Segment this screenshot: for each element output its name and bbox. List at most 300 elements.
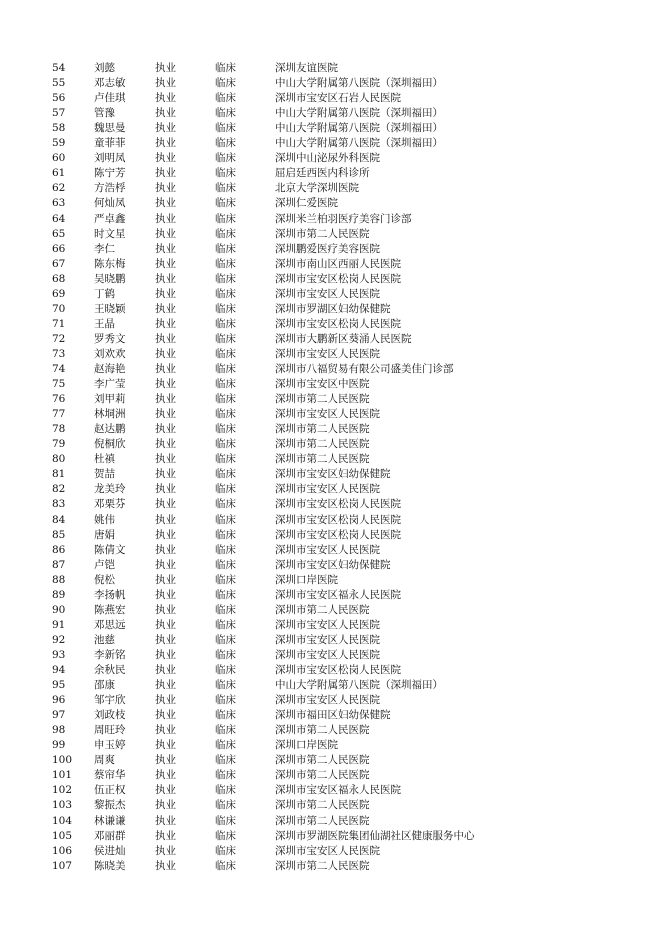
practice-category: 临床 [215,122,236,135]
institution-name: 深圳市宝安区人民医院 [275,694,380,707]
person-name: 陈倩文 [94,543,126,556]
person-name: 陈东梅 [94,257,126,270]
person-name: 刘政枝 [94,709,126,722]
table-row [0,422,662,437]
row-number: 80 [52,453,66,466]
practice-category: 临床 [215,814,236,827]
table-row [0,497,662,512]
practice-category: 临床 [215,498,236,511]
person-name: 赵达鹏 [94,423,126,436]
row-number: 70 [52,302,66,315]
person-name: 李扬帆 [94,588,126,601]
license-type: 执业 [155,754,176,767]
row-number: 69 [52,287,66,300]
table-row [0,377,662,392]
license-type: 执业 [155,573,176,586]
person-name: 陈晓美 [94,859,126,872]
institution-name: 深圳市第二人民医院 [275,393,370,406]
institution-name: 中山大学附属第八医院（深圳福田） [275,122,443,135]
row-number: 60 [52,152,66,165]
practice-category: 临床 [215,92,236,105]
practice-category: 临床 [215,784,236,797]
practice-category: 临床 [215,393,236,406]
practice-category: 临床 [215,648,236,661]
row-number: 58 [52,122,66,135]
table-row [0,798,662,813]
row-number: 56 [52,92,66,105]
practice-category: 临床 [215,167,236,180]
row-number: 71 [52,317,66,330]
institution-name: 深圳市第二人民医院 [275,227,370,240]
person-name: 贺喆 [94,468,115,481]
row-number: 85 [52,528,66,541]
person-name: 王晶 [94,317,115,330]
institution-name: 深圳仁爱医院 [275,197,338,210]
row-number: 78 [52,423,66,436]
table-row [0,618,662,633]
institution-name: 深圳市福田区妇幼保健院 [275,709,391,722]
practice-category: 临床 [215,152,236,165]
table-row [0,558,662,573]
institution-name: 深圳市第二人民医院 [275,859,370,872]
license-type: 执业 [155,709,176,722]
practice-category: 临床 [215,844,236,857]
license-type: 执业 [155,618,176,631]
row-number: 59 [52,137,66,150]
practice-category: 临床 [215,528,236,541]
license-type: 执业 [155,558,176,571]
license-type: 执业 [155,92,176,105]
table-row [0,212,662,227]
table-row [0,543,662,558]
practice-category: 临床 [215,513,236,526]
institution-name: 深圳鹏爱医疗美容医院 [275,242,380,255]
license-type: 执业 [155,633,176,646]
institution-name: 深圳市第二人民医院 [275,799,370,812]
row-number: 54 [52,62,66,74]
practice-category: 临床 [215,573,236,586]
person-name: 方浩桴 [94,182,126,195]
institution-name: 中山大学附属第八医院（深圳福田） [275,137,443,150]
institution-name: 深圳市宝安区松岗人民医院 [275,498,401,511]
institution-name: 深圳市第二人民医院 [275,724,370,737]
table-row [0,633,662,648]
license-type: 执业 [155,212,176,225]
row-number: 104 [52,814,73,827]
person-name: 严卓鑫 [94,212,126,225]
row-number: 87 [52,558,66,571]
row-number: 98 [52,724,66,737]
table-row [0,482,662,497]
person-name: 魏思曼 [94,122,126,135]
institution-name: 深圳市宝安区人民医院 [275,633,380,646]
institution-name: 深圳市宝安区松岗人民医院 [275,272,401,285]
practice-category: 临床 [215,423,236,436]
table-row [0,603,662,618]
table-row [0,347,662,362]
person-name: 姚伟 [94,513,115,526]
table-row [0,528,662,543]
license-type: 执业 [155,859,176,872]
table-row [0,693,662,708]
license-type: 执业 [155,332,176,345]
practice-category: 临床 [215,754,236,767]
license-type: 执业 [155,182,176,195]
row-number: 77 [52,408,66,421]
row-number: 106 [52,844,73,857]
practice-category: 临床 [215,332,236,345]
practice-category: 临床 [215,363,236,375]
institution-name: 深圳市第二人民医院 [275,438,370,451]
license-type: 执业 [155,122,176,135]
practice-category: 临床 [215,618,236,631]
person-name: 何灿凤 [94,197,126,210]
row-number: 62 [52,182,66,195]
practice-category: 临床 [215,347,236,360]
person-name: 赵海艳 [94,363,126,375]
license-type: 执业 [155,347,176,360]
institution-name: 深圳市宝安区妇幼保健院 [275,558,391,571]
license-type: 执业 [155,152,176,165]
person-name: 周旺玲 [94,724,126,737]
person-name: 刘明凤 [94,152,126,165]
license-type: 执业 [155,167,176,180]
person-name: 刘懿 [94,62,115,74]
person-name: 李仁 [94,242,115,255]
person-name: 黎振杰 [94,799,126,812]
institution-name: 深圳市宝安区福永人民医院 [275,588,401,601]
license-type: 执业 [155,423,176,436]
person-name: 申玉婷 [94,739,126,752]
license-type: 执业 [155,483,176,496]
practice-category: 临床 [215,408,236,421]
institution-name: 深圳市宝安区人民医院 [275,648,380,661]
person-name: 倪松 [94,573,115,586]
practice-category: 临床 [215,679,236,692]
license-type: 执业 [155,438,176,451]
table-row [0,859,662,874]
institution-name: 深圳市宝安区人民医院 [275,287,380,300]
practice-category: 临床 [215,724,236,737]
institution-name: 深圳市第二人民医院 [275,754,370,767]
table-row [0,166,662,181]
table-row [0,678,662,693]
practice-category: 临床 [215,588,236,601]
practice-category: 临床 [215,438,236,451]
practice-category: 临床 [215,317,236,330]
institution-name: 深圳市宝安区中医院 [275,378,370,391]
license-type: 执业 [155,543,176,556]
person-name: 管豫 [94,107,115,120]
license-type: 执业 [155,393,176,406]
row-number: 68 [52,272,66,285]
practice-category: 临床 [215,77,236,90]
row-number: 102 [52,784,73,797]
license-type: 执业 [155,648,176,661]
person-name: 李新铭 [94,648,126,661]
practice-category: 临床 [215,633,236,646]
table-row [0,723,662,738]
table-row [0,588,662,603]
institution-name: 深圳市第二人民医院 [275,769,370,782]
license-type: 执业 [155,513,176,526]
license-type: 执业 [155,468,176,481]
practice-category: 临床 [215,468,236,481]
row-number: 95 [52,679,66,692]
practice-category: 临床 [215,558,236,571]
row-number: 57 [52,107,66,120]
person-name: 吴晓鹏 [94,272,126,285]
table-row [0,392,662,407]
license-type: 执业 [155,694,176,707]
row-number: 91 [52,618,66,631]
institution-name: 深圳市宝安区妇幼保健院 [275,468,391,481]
institution-name: 深圳市宝安区人民医院 [275,408,380,421]
row-number: 90 [52,603,66,616]
license-type: 执业 [155,528,176,541]
row-number: 75 [52,378,66,391]
person-name: 李广莹 [94,378,126,391]
license-type: 执业 [155,799,176,812]
table-row [0,753,662,768]
table-row [0,181,662,196]
row-number: 97 [52,709,66,722]
license-type: 执业 [155,242,176,255]
person-name: 杜禛 [94,453,115,466]
row-number: 88 [52,573,66,586]
license-type: 执业 [155,378,176,391]
license-type: 执业 [155,829,176,842]
license-type: 执业 [155,137,176,150]
person-name: 邹宇欣 [94,694,126,707]
table-row [0,844,662,859]
practice-category: 临床 [215,739,236,752]
practice-category: 临床 [215,709,236,722]
institution-name: 深圳市宝安区人民医院 [275,543,380,556]
row-number: 96 [52,694,66,707]
license-type: 执业 [155,724,176,737]
row-number: 83 [52,498,66,511]
row-number: 79 [52,438,66,451]
row-number: 99 [52,739,66,752]
license-type: 执业 [155,77,176,90]
table-row [0,106,662,121]
institution-name: 深圳市第二人民医院 [275,453,370,466]
practice-category: 临床 [215,212,236,225]
practice-category: 临床 [215,287,236,300]
row-number: 93 [52,648,66,661]
person-name: 龙美玲 [94,483,126,496]
row-number: 100 [52,754,73,767]
institution-name: 屈启廷西医内科诊所 [275,167,370,180]
practice-category: 临床 [215,664,236,676]
person-name: 邵康 [94,679,115,692]
institution-name: 中山大学附属第八医院（深圳福田） [275,679,443,692]
table-row [0,437,662,452]
person-name: 丁鹤 [94,287,115,300]
license-type: 执业 [155,498,176,511]
row-number: 103 [52,799,73,812]
row-number: 76 [52,393,66,406]
table-row [0,467,662,482]
practice-category: 临床 [215,272,236,285]
person-name: 侯进灿 [94,844,126,857]
license-type: 执业 [155,603,176,616]
practice-category: 临床 [215,182,236,195]
person-name: 时文星 [94,227,126,240]
person-name: 林垌洲 [94,408,126,421]
license-type: 执业 [155,588,176,601]
license-type: 执业 [155,197,176,210]
license-type: 执业 [155,287,176,300]
table-row [0,663,662,678]
row-number: 89 [52,588,66,601]
person-name: 童菲菲 [94,137,126,150]
row-number: 63 [52,197,66,210]
license-type: 执业 [155,317,176,330]
row-number: 61 [52,167,66,180]
practice-category: 临床 [215,227,236,240]
institution-name: 深圳市第二人民医院 [275,423,370,436]
row-number: 101 [52,769,73,782]
person-name: 伍正权 [94,784,126,797]
row-number: 72 [52,332,66,345]
institution-name: 深圳友谊医院 [275,62,338,74]
person-name: 王晓颖 [94,302,126,315]
table-row [0,257,662,272]
license-type: 执业 [155,107,176,120]
person-name: 陈宁芳 [94,167,126,180]
practice-category: 临床 [215,543,236,556]
table-row [0,829,662,844]
table-row [0,91,662,106]
license-type: 执业 [155,664,176,676]
person-name: 余秋民 [94,664,126,676]
institution-name: 深圳市宝安区人民医院 [275,483,380,496]
institution-name: 深圳市八福贸易有限公司盛美佳门诊部 [275,363,454,375]
table-row [0,242,662,257]
person-name: 倪桐欣 [94,438,126,451]
table-row [0,573,662,588]
institution-name: 深圳口岸医院 [275,739,338,752]
table-row [0,317,662,332]
institution-name: 深圳市罗湖医院集团仙湖社区健康服务中心 [275,829,475,842]
practice-category: 临床 [215,302,236,315]
row-number: 105 [52,829,73,842]
institution-name: 中山大学附属第八医院（深圳福田） [275,77,443,90]
table-row [0,272,662,287]
license-type: 执业 [155,739,176,752]
practice-category: 临床 [215,694,236,707]
row-number: 94 [52,664,66,676]
practice-category: 临床 [215,603,236,616]
license-type: 执业 [155,272,176,285]
person-name: 蔡帘华 [94,769,126,782]
person-name: 卢佳琪 [94,92,126,105]
practice-category: 临床 [215,483,236,496]
table-row [0,61,662,76]
table-row [0,136,662,151]
person-name: 周爽 [94,754,115,767]
table-row [0,814,662,829]
license-type: 执业 [155,302,176,315]
person-name: 邓丽群 [94,829,126,842]
institution-name: 深圳市第二人民医院 [275,603,370,616]
institution-name: 中山大学附属第八医院（深圳福田） [275,107,443,120]
person-name: 卢铠 [94,558,115,571]
institution-name: 深圳市南山区西丽人民医院 [275,257,401,270]
license-type: 执业 [155,844,176,857]
person-name: 邓志敏 [94,77,126,90]
table-row [0,76,662,91]
row-number: 66 [52,242,66,255]
institution-name: 深圳市宝安区福永人民医院 [275,784,401,797]
row-number: 82 [52,483,66,496]
institution-name: 深圳米兰柏羽医疗美容门诊部 [275,212,412,225]
row-number: 92 [52,633,66,646]
institution-name: 深圳市宝安区松岗人民医院 [275,528,401,541]
institution-name: 深圳市第二人民医院 [275,814,370,827]
table-row [0,452,662,467]
table-row [0,332,662,347]
row-number: 64 [52,212,66,225]
practice-category: 临床 [215,137,236,150]
practice-category: 临床 [215,799,236,812]
table-row [0,648,662,663]
person-name: 刘甲莉 [94,393,126,406]
institution-name: 深圳市宝安区人民医院 [275,618,380,631]
row-number: 65 [52,227,66,240]
row-number: 84 [52,513,66,526]
practice-category: 临床 [215,242,236,255]
table-row [0,407,662,422]
practice-category: 临床 [215,829,236,842]
table-row [0,151,662,166]
person-name: 林谦谦 [94,814,126,827]
table-row [0,227,662,242]
person-name: 唐娟 [94,528,115,541]
institution-name: 深圳市宝安区人民医院 [275,844,380,857]
person-name: 罗秀文 [94,332,126,345]
person-name: 邓思远 [94,618,126,631]
institution-name: 深圳市宝安区松岗人民医院 [275,664,401,676]
row-number: 73 [52,347,66,360]
practice-category: 临床 [215,107,236,120]
row-number: 74 [52,363,66,375]
table-row [0,287,662,302]
person-name: 刘欢欢 [94,347,126,360]
practice-category: 临床 [215,378,236,391]
license-type: 执业 [155,769,176,782]
license-type: 执业 [155,62,176,74]
table-row [0,196,662,211]
institution-name: 北京大学深圳医院 [275,182,359,195]
license-type: 执业 [155,363,176,375]
table-row [0,738,662,753]
license-type: 执业 [155,408,176,421]
table-row [0,768,662,783]
license-type: 执业 [155,257,176,270]
license-type: 执业 [155,814,176,827]
table-row [0,783,662,798]
license-type: 执业 [155,453,176,466]
table-row [0,362,662,377]
institution-name: 深圳市罗湖区妇幼保健院 [275,302,391,315]
row-number: 67 [52,257,66,270]
person-name: 邓栗芬 [94,498,126,511]
table-row [0,121,662,136]
person-name: 陈燕宏 [94,603,126,616]
